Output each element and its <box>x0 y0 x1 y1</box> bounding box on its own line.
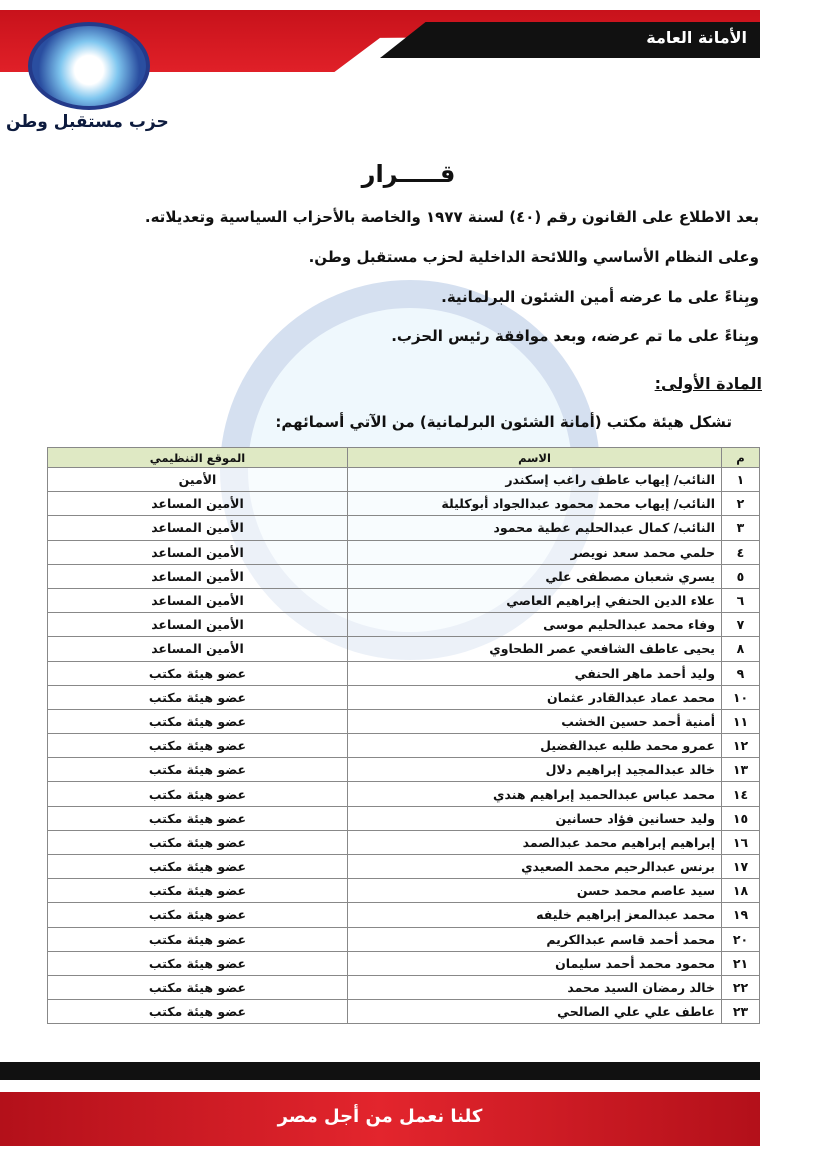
member-name: وليد أحمد ماهر الحنفي <box>348 661 722 685</box>
member-name: محمد عبدالمعز إبراهيم خليفه <box>348 903 722 927</box>
table-row <box>48 540 760 564</box>
row-number: ٨ <box>722 637 760 661</box>
row-number: ١٥ <box>722 806 760 830</box>
table-row <box>48 685 760 709</box>
member-role: عضو هيئة مكتب <box>48 782 348 806</box>
member-name: علاء الدين الحنفي إبراهيم العاصي <box>348 588 722 612</box>
footer-black-band <box>0 1062 760 1080</box>
row-number: ٢٢ <box>722 975 760 999</box>
member-name: وفاء محمد عبدالحليم موسى <box>348 613 722 637</box>
paragraph: وبِناءً على ما عرضه أمين الشئون البرلمانية. <box>441 288 759 306</box>
member-name: وليد حسانين فؤاد حسانين <box>348 806 722 830</box>
member-role: الأمين المساعد <box>48 516 348 540</box>
row-number: ٧ <box>722 613 760 637</box>
row-number: ٦ <box>722 588 760 612</box>
member-name: محمد عباس عبدالحميد إبراهيم هندي <box>348 782 722 806</box>
paragraph: وبِناءً على ما تم عرضه، وبعد موافقة رئيس الحزب. <box>391 327 759 345</box>
member-role: عضو هيئة مكتب <box>48 879 348 903</box>
article-heading: المادة الأولى: <box>654 374 762 393</box>
table-row <box>48 661 760 685</box>
member-name: عمرو محمد طلبه عبدالفضيل <box>348 734 722 758</box>
header-number: م <box>722 448 760 468</box>
member-role: الأمين المساعد <box>48 492 348 516</box>
member-role: عضو هيئة مكتب <box>48 975 348 999</box>
table-row <box>48 855 760 879</box>
member-name: برنس عبدالرحيم محمد الصعيدي <box>348 855 722 879</box>
member-name: خالد عبدالمجيد إبراهيم دلال <box>348 758 722 782</box>
member-name: سيد عاصم محمد حسن <box>348 879 722 903</box>
member-name: يسري شعبان مصطفى علي <box>348 564 722 588</box>
member-name: خالد رمضان السيد محمد <box>348 975 722 999</box>
member-role: الأمين المساعد <box>48 564 348 588</box>
row-number: ١٩ <box>722 903 760 927</box>
row-number: ١١ <box>722 709 760 733</box>
member-role: عضو هيئة مكتب <box>48 806 348 830</box>
header-name: الاسم <box>348 448 722 468</box>
party-logo-icon <box>28 22 150 110</box>
member-name: محمد أحمد قاسم عبدالكريم <box>348 927 722 951</box>
member-role: الأمين <box>48 468 348 492</box>
member-role: عضو هيئة مكتب <box>48 758 348 782</box>
table-row <box>48 492 760 516</box>
member-name: محمد عماد عبدالقادر عثمان <box>348 685 722 709</box>
row-number: ١٢ <box>722 734 760 758</box>
member-name: النائب/ كمال عبدالحليم عطية محمود <box>348 516 722 540</box>
member-name: محمود محمد أحمد سليمان <box>348 951 722 975</box>
table-row <box>48 613 760 637</box>
member-role: عضو هيئة مكتب <box>48 1000 348 1024</box>
table-row <box>48 734 760 758</box>
decision-title: قـــــرار <box>361 160 456 188</box>
row-number: ٢ <box>722 492 760 516</box>
member-role: عضو هيئة مكتب <box>48 951 348 975</box>
row-number: ١٧ <box>722 855 760 879</box>
table-header-row <box>48 448 760 468</box>
member-role: عضو هيئة مكتب <box>48 830 348 854</box>
member-role: عضو هيئة مكتب <box>48 661 348 685</box>
row-number: ١ <box>722 468 760 492</box>
paragraph: بعد الاطلاع على القانون رقم (٤٠) لسنة ١٩٧٧ والخاصة بالأحزاب السياسية وتعديلاته. <box>144 208 759 226</box>
member-name: النائب/ إيهاب محمد محمود عبدالجواد أبوكليلة <box>348 492 722 516</box>
table-row <box>48 516 760 540</box>
row-number: ٥ <box>722 564 760 588</box>
member-role: عضو هيئة مكتب <box>48 927 348 951</box>
member-role: عضو هيئة مكتب <box>48 855 348 879</box>
row-number: ١٤ <box>722 782 760 806</box>
table-row <box>48 830 760 854</box>
table-row <box>48 927 760 951</box>
table-row <box>48 468 760 492</box>
member-name: عاطف علي علي الصالحي <box>348 1000 722 1024</box>
member-role: الأمين المساعد <box>48 637 348 661</box>
row-number: ١٠ <box>722 685 760 709</box>
intro-text: تشكل هيئة مكتب (أمانة الشئون البرلمانية) من الآتي أسمائهم: <box>275 413 732 431</box>
member-name: أمنية أحمد حسين الخشب <box>348 709 722 733</box>
table-row <box>48 709 760 733</box>
table-row <box>48 975 760 999</box>
member-name: يحيى عاطف الشافعي عصر الطحاوي <box>348 637 722 661</box>
member-name: النائب/ إيهاب عاطف راغب إسكندر <box>348 468 722 492</box>
row-number: ٤ <box>722 540 760 564</box>
row-number: ١٨ <box>722 879 760 903</box>
row-number: ٩ <box>722 661 760 685</box>
footer-slogan: كلنا نعمل من أجل مصر <box>277 1106 483 1127</box>
table-row <box>48 903 760 927</box>
member-role: عضو هيئة مكتب <box>48 734 348 758</box>
member-role: عضو هيئة مكتب <box>48 903 348 927</box>
member-role: الأمين المساعد <box>48 588 348 612</box>
header-title: الأمانة العامة <box>646 28 747 47</box>
table-row <box>48 637 760 661</box>
member-name: حلمي محمد سعد نويصر <box>348 540 722 564</box>
paragraph: وعلى النظام الأساسي واللائحة الداخلية لحزب مستقبل وطن. <box>308 248 759 266</box>
member-role: عضو هيئة مكتب <box>48 709 348 733</box>
header-role: الموقع التنظيمي <box>48 448 348 468</box>
table-row <box>48 806 760 830</box>
member-role: الأمين المساعد <box>48 613 348 637</box>
member-role: عضو هيئة مكتب <box>48 685 348 709</box>
table-row <box>48 588 760 612</box>
table-row <box>48 564 760 588</box>
table-row <box>48 951 760 975</box>
table-row <box>48 1000 760 1024</box>
member-role: الأمين المساعد <box>48 540 348 564</box>
row-number: ٢١ <box>722 951 760 975</box>
members-table <box>47 447 760 1024</box>
row-number: ١٣ <box>722 758 760 782</box>
row-number: ٣ <box>722 516 760 540</box>
table-row <box>48 879 760 903</box>
logo-text: حزب مستقبل وطن <box>6 112 169 132</box>
table-row <box>48 758 760 782</box>
row-number: ١٦ <box>722 830 760 854</box>
row-number: ٢٣ <box>722 1000 760 1024</box>
row-number: ٢٠ <box>722 927 760 951</box>
member-name: إبراهيم إبراهيم محمد عبدالصمد <box>348 830 722 854</box>
table-row <box>48 782 760 806</box>
